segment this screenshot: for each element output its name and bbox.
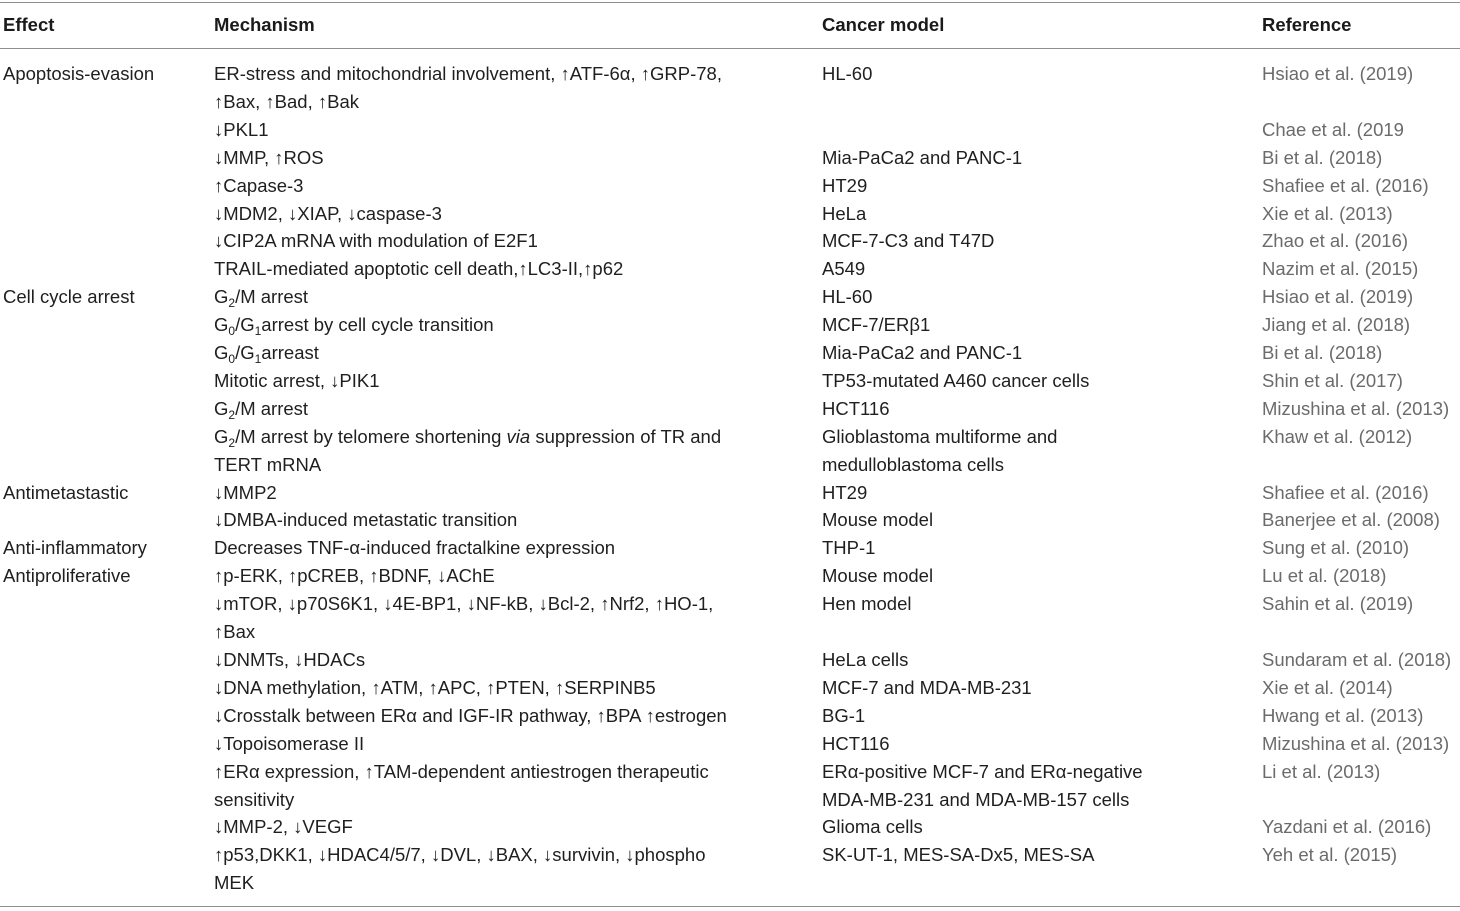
cancer-model-cell bbox=[822, 479, 867, 507]
reference-cell bbox=[1262, 841, 1397, 869]
effect-cell-line: Cell cycle arrest bbox=[3, 286, 135, 308]
reference-cell-line: Shafiee et al. (2016) bbox=[1262, 481, 1429, 503]
reference-cell bbox=[1262, 60, 1413, 88]
cancer-model-cell-line: HCT116 bbox=[822, 397, 890, 419]
cancer-model-cell bbox=[822, 283, 872, 311]
mechanism-cell-line: ↓DNMTs, ↓HDACs bbox=[214, 648, 366, 670]
reference-cell bbox=[1262, 702, 1423, 730]
cancer-model-cell-line: SK-UT-1, MES-SA-Dx5, MES-SA bbox=[822, 844, 1095, 866]
table-row bbox=[0, 339, 1460, 367]
mechanism-cell bbox=[214, 730, 364, 758]
cancer-model-cell bbox=[822, 200, 866, 228]
cancer-model-cell-line: TP53-mutated A460 cancer cells bbox=[822, 369, 1090, 391]
mechanism-cell-line: ↓mTOR, ↓p70S6K1, ↓4E-BP1, ↓NF-kB, ↓Bcl-2, ↑Nrf2, ↑HO-1, bbox=[214, 593, 714, 615]
reference-cell-line: Xie et al. (2013) bbox=[1262, 202, 1393, 224]
reference-cell-line: Xie et al. (2014) bbox=[1262, 676, 1393, 698]
mechanism-cell-line: $G_2/M$ arrest bbox=[214, 397, 309, 422]
mechanism-cell-line: ↓CIP2A mRNA with modulation of E2F1 bbox=[214, 230, 538, 252]
reference-cell bbox=[1262, 116, 1404, 144]
mechanism-cell bbox=[214, 423, 721, 479]
reference-cell bbox=[1262, 227, 1408, 255]
mechanism-cell-line: ER-stress and mitochondrial involvement, ↑ATF-6α, ↑GRP-78, bbox=[214, 63, 722, 84]
reference-cell bbox=[1262, 395, 1449, 423]
mechanism-cell-line: ↓PKL1 bbox=[214, 118, 269, 140]
cancer-model-cell bbox=[822, 506, 933, 534]
mechanism-cell bbox=[214, 479, 277, 507]
cancer-model-cell-line: HT29 bbox=[822, 174, 868, 196]
cancer-model-cell-line: medulloblastoma cells bbox=[822, 453, 1005, 475]
table-row bbox=[0, 841, 1460, 897]
cancer-model-cell bbox=[822, 841, 1094, 869]
reference-cell-line: Shin et al. (2017) bbox=[1262, 369, 1403, 391]
reference-cell bbox=[1262, 283, 1413, 311]
mechanism-cell-line: ↓MMP2 bbox=[214, 481, 277, 503]
reference-cell-line: Yeh et al. (2015) bbox=[1262, 844, 1398, 866]
table-row bbox=[0, 283, 1460, 311]
mechanism-cell-line: Mitotic arrest, ↓PIK1 bbox=[214, 369, 380, 391]
table-row bbox=[0, 813, 1460, 841]
mechanism-cell-line: ↑Bax, ↑Bad, ↑Bak bbox=[214, 91, 359, 112]
reference-cell-line: Bi et al. (2018) bbox=[1262, 146, 1383, 168]
cancer-model-cell bbox=[822, 227, 994, 255]
cancer-model-cell bbox=[822, 730, 890, 758]
reference-cell bbox=[1262, 144, 1382, 172]
reference-cell-line: Shafiee et al. (2016) bbox=[1262, 174, 1429, 196]
reference-cell-line: Zhao et al. (2016) bbox=[1262, 230, 1409, 252]
table-row bbox=[0, 227, 1460, 255]
cancer-model-cell-line: ERα-positive MCF-7 and ERα-negative bbox=[822, 760, 1143, 782]
mechanism-cell-line: ↑Bax bbox=[214, 621, 256, 643]
cancer-model-cell bbox=[822, 813, 923, 841]
cancer-model-cell-line: HT29 bbox=[822, 481, 868, 503]
table-row bbox=[0, 702, 1460, 730]
mechanism-cell bbox=[214, 841, 706, 897]
cancer-model-cell-line: Glioblastoma multiforme and bbox=[822, 425, 1058, 447]
cancer-model-cell bbox=[822, 172, 867, 200]
cancer-model-cell bbox=[822, 702, 865, 730]
reference-cell bbox=[1262, 200, 1393, 228]
mechanism-cell bbox=[214, 813, 353, 841]
table-row bbox=[0, 590, 1460, 646]
effect-cell-line: Apoptosis-evasion bbox=[3, 63, 155, 84]
effect-cell bbox=[3, 534, 147, 562]
reference-cell-line: Yazdani et al. (2016) bbox=[1262, 816, 1432, 838]
reference-cell bbox=[1262, 813, 1431, 841]
mechanism-cell-line: ↓MMP, ↑ROS bbox=[214, 146, 324, 168]
effect-cell bbox=[3, 562, 131, 590]
header-reference: Reference bbox=[1262, 14, 1352, 35]
cancer-model-cell bbox=[822, 423, 1057, 479]
mechanism-cell-line: $G_2/M$ arrest by telomere shortening via suppression of TR and bbox=[214, 425, 722, 450]
cancer-model-cell-line: Mia-PaCa2 and PANC-1 bbox=[822, 146, 1023, 168]
cancer-model-cell bbox=[822, 646, 908, 674]
effect-cell-line: Anti-inflammatory bbox=[3, 537, 147, 559]
table-row bbox=[0, 144, 1460, 172]
cancer-model-cell-line: Mouse model bbox=[822, 509, 934, 531]
mechanism-cell bbox=[214, 200, 442, 228]
mechanism-cell-line: Decreases TNF-α-induced fractalkine expression bbox=[214, 537, 616, 559]
cancer-model-cell bbox=[822, 395, 890, 423]
reference-cell bbox=[1262, 590, 1413, 618]
reference-cell-line: Mizushina et al. (2013) bbox=[1262, 732, 1450, 754]
header-rule bbox=[0, 48, 1460, 49]
cancer-model-cell-line: HeLa cells bbox=[822, 648, 909, 670]
reference-cell-line: Chae et al. (2019 bbox=[1262, 118, 1404, 140]
reference-cell-line: Li et al. (2013) bbox=[1262, 760, 1381, 782]
mechanism-cell-line: ↓MMP-2, ↓VEGF bbox=[214, 816, 353, 838]
cancer-model-cell-line: MCF-7/ERβ1 bbox=[822, 314, 931, 336]
cancer-model-cell bbox=[822, 674, 1032, 702]
cancer-model-cell-line: Mia-PaCa2 and PANC-1 bbox=[822, 342, 1023, 363]
mechanism-cell bbox=[214, 311, 494, 339]
reference-cell-line: Hwang et al. (2013) bbox=[1262, 704, 1424, 726]
reference-cell bbox=[1262, 534, 1409, 562]
table-row bbox=[0, 646, 1460, 674]
reference-cell-line: Hsiao et al. (2019) bbox=[1262, 286, 1414, 308]
mechanism-cell bbox=[214, 506, 517, 534]
mechanism-cell bbox=[214, 227, 538, 255]
cancer-model-cell-line: HCT116 bbox=[822, 732, 890, 754]
mechanism-cell-line: ↓MDM2, ↓XIAP, ↓caspase-3 bbox=[214, 202, 442, 224]
cancer-model-cell bbox=[822, 60, 872, 88]
reference-cell-line: Sung et al. (2010) bbox=[1262, 537, 1410, 559]
mechanism-cell bbox=[214, 255, 623, 283]
reference-cell bbox=[1262, 172, 1429, 200]
mechanism-cell-line: sensitivity bbox=[214, 788, 295, 810]
reference-cell bbox=[1262, 255, 1418, 283]
mechanism-cell-line: ↑Capase-3 bbox=[214, 174, 304, 196]
mechanism-cell-line: ↓Topoisomerase II bbox=[214, 732, 365, 754]
cancer-model-cell bbox=[822, 339, 1022, 367]
mechanism-cell bbox=[214, 758, 709, 814]
table-row bbox=[0, 116, 1460, 144]
reference-cell bbox=[1262, 311, 1410, 339]
reference-cell bbox=[1262, 423, 1412, 451]
cancer-model-cell bbox=[822, 367, 1089, 395]
mechanism-cell bbox=[214, 646, 365, 674]
mechanism-cell-line: MEK bbox=[214, 872, 255, 894]
reference-cell-line: Nazim et al. (2015) bbox=[1262, 258, 1419, 280]
mechanism-cell bbox=[214, 172, 303, 200]
cancer-model-cell-line: Glioma cells bbox=[822, 816, 923, 838]
mechanism-cell-line: ↓Crosstalk between ERα and IGF-IR pathway, ↑BPA ↑estrogen bbox=[214, 704, 727, 726]
reference-cell bbox=[1262, 479, 1429, 507]
mechanism-cell bbox=[214, 367, 380, 395]
reference-cell bbox=[1262, 646, 1451, 674]
reference-cell bbox=[1262, 674, 1393, 702]
mechanism-cell bbox=[214, 60, 722, 116]
table-row bbox=[0, 730, 1460, 758]
header-cancer-model: Cancer model bbox=[822, 14, 945, 35]
table-row bbox=[0, 423, 1460, 479]
reference-cell-line: Banerjee et al. (2008) bbox=[1262, 509, 1440, 531]
table-row bbox=[0, 506, 1460, 534]
effect-cell bbox=[3, 479, 128, 507]
mechanism-cell bbox=[214, 283, 308, 311]
cancer-model-cell-line: Hen model bbox=[822, 593, 912, 615]
mechanism-cell bbox=[214, 562, 495, 590]
mechanism-cell-line: ↑p-ERK, ↑pCREB, ↑BDNF, ↓AChE bbox=[214, 565, 495, 587]
cancer-model-cell-line: MCF-7 and MDA-MB-231 bbox=[822, 676, 1032, 698]
cancer-model-cell-line: BG-1 bbox=[822, 704, 866, 726]
mechanism-cell-line: TERT mRNA bbox=[214, 453, 322, 475]
cancer-model-cell-line: MDA-MB-231 and MDA-MB-157 cells bbox=[822, 788, 1130, 810]
reference-cell-line: Mizushina et al. (2013) bbox=[1262, 397, 1450, 419]
mechanism-cell-line: ↓DNA methylation, ↑ATM, ↑APC, ↑PTEN, ↑SERPINB5 bbox=[214, 676, 656, 698]
cancer-model-cell-line: THP-1 bbox=[822, 537, 876, 559]
cancer-model-cell bbox=[822, 534, 875, 562]
effect-cell-line: Antimetastastic bbox=[3, 481, 129, 503]
table-row bbox=[0, 255, 1460, 283]
table-row bbox=[0, 60, 1460, 116]
mechanism-cell bbox=[214, 144, 324, 172]
table-row bbox=[0, 200, 1460, 228]
mechanism-cell-line: ↓DMBA-induced metastatic transition bbox=[214, 509, 518, 531]
mechanism-cell-line: $G_0/G_1arrest$ by cell cycle transition bbox=[214, 314, 494, 339]
reference-cell bbox=[1262, 730, 1449, 758]
reference-cell-line: Sahin et al. (2019) bbox=[1262, 593, 1414, 615]
mechanism-cell-line: TRAIL-mediated apoptotic cell death,↑LC3-II,↑p62 bbox=[214, 258, 624, 280]
effect-cell bbox=[3, 283, 135, 311]
mechanism-cell-line: $G_2/M$ arrest bbox=[214, 286, 309, 311]
header-mechanism: Mechanism bbox=[214, 14, 315, 35]
cancer-model-cell-line: MCF-7-C3 and T47D bbox=[822, 230, 995, 252]
cancer-model-cell bbox=[822, 144, 1022, 172]
reference-cell-line: Lu et al. (2018) bbox=[1262, 565, 1387, 587]
table-row bbox=[0, 479, 1460, 507]
mechanism-cell-line: ↑ERα expression, ↑TAM-dependent antiestrogen therapeutic bbox=[214, 760, 709, 782]
header-effect: Effect bbox=[3, 14, 55, 35]
mechanism-cell bbox=[214, 590, 713, 646]
cancer-model-cell-line: HL-60 bbox=[822, 286, 873, 308]
table-row bbox=[0, 311, 1460, 339]
effect-cell-line: Antiproliferative bbox=[3, 565, 131, 587]
reference-cell bbox=[1262, 367, 1403, 395]
mechanism-cell bbox=[214, 339, 319, 367]
reference-cell-line: Sundaram et al. (2018) bbox=[1262, 648, 1452, 670]
reference-cell-line: Bi et al. (2018) bbox=[1262, 342, 1383, 363]
effect-cell bbox=[3, 60, 154, 88]
table-row bbox=[0, 562, 1460, 590]
cancer-model-cell bbox=[822, 255, 865, 283]
reference-cell-line: Jiang et al. (2018) bbox=[1262, 314, 1411, 336]
cancer-model-cell-line: A549 bbox=[822, 258, 866, 280]
mechanism-cell bbox=[214, 674, 656, 702]
reference-cell bbox=[1262, 758, 1380, 786]
mechanism-cell bbox=[214, 395, 308, 423]
cancer-model-cell-line: Mouse model bbox=[822, 565, 934, 587]
reference-cell-line: Hsiao et al. (2019) bbox=[1262, 63, 1414, 84]
cancer-model-cell-line: HL-60 bbox=[822, 63, 873, 84]
table-row bbox=[0, 758, 1460, 814]
mechanism-cell bbox=[214, 534, 615, 562]
reference-cell bbox=[1262, 339, 1382, 367]
cancer-model-cell bbox=[822, 590, 911, 618]
table-bottom-rule bbox=[0, 906, 1460, 907]
table-top-rule bbox=[0, 2, 1460, 3]
cancer-model-cell-line: HeLa bbox=[822, 202, 867, 224]
cancer-model-cell bbox=[822, 562, 933, 590]
table-row bbox=[0, 172, 1460, 200]
reference-cell bbox=[1262, 506, 1440, 534]
reference-cell-line: Khaw et al. (2012) bbox=[1262, 425, 1413, 447]
table-row bbox=[0, 395, 1460, 423]
mechanism-cell-line: ↑p53,DKK1, ↓HDAC4/5/7, ↓DVL, ↓BAX, ↓survivin, ↓phospho bbox=[214, 844, 706, 866]
mechanism-cell bbox=[214, 116, 269, 144]
cancer-model-cell bbox=[822, 311, 930, 339]
table-row bbox=[0, 534, 1460, 562]
mechanism-cell bbox=[214, 702, 727, 730]
table-row bbox=[0, 674, 1460, 702]
mechanism-cell-line: $G_0/G_1arreast$ bbox=[214, 342, 319, 366]
cancer-model-cell bbox=[822, 758, 1143, 814]
table-row bbox=[0, 367, 1460, 395]
reference-cell bbox=[1262, 562, 1386, 590]
